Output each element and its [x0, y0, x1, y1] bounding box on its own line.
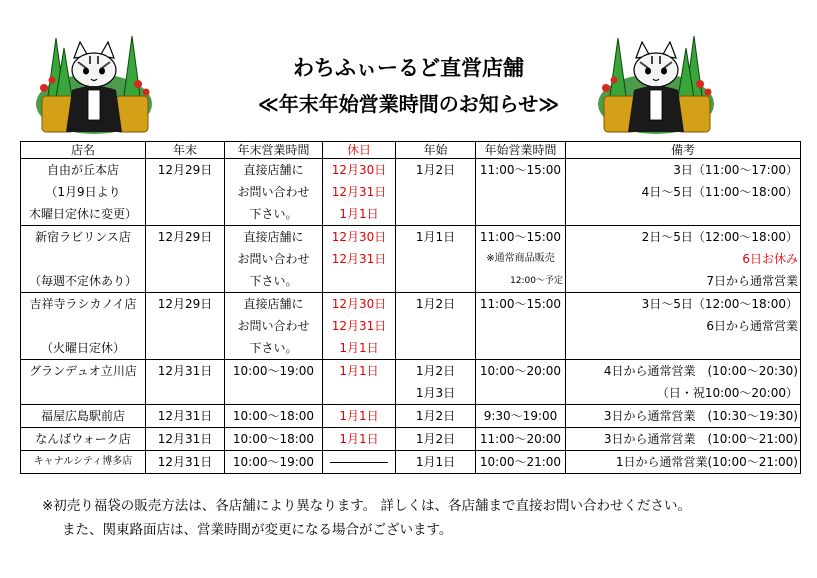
new-year-hours: 9:30～19:00: [483, 409, 558, 423]
new-year-date: 1月1日: [415, 455, 456, 469]
table-header-row: [21, 142, 801, 159]
store-name: なんばウォーク店: [35, 432, 131, 446]
store-name-note: 木曜日定休に変更）: [28, 207, 137, 221]
year-end-date: 12月31日: [157, 409, 213, 423]
store-name-note: [23, 248, 143, 270]
table-row: [21, 293, 801, 360]
holiday-date: 12月31日: [331, 319, 387, 333]
note-line: 4日～5日（11:00～18:00）: [641, 185, 798, 199]
year-end-hours: 10:00～19:00: [232, 364, 315, 378]
new-year-hours: 11:00～20:00: [479, 432, 562, 446]
new-year-date: 1月2日: [415, 364, 456, 378]
year-end-date: 12月31日: [157, 455, 213, 469]
kadomatsu-cat-illustration-right: [596, 28, 716, 140]
year-end-hours: 直接店舗に: [243, 230, 304, 244]
new-year-hours-note: ※通常商品販売: [486, 253, 555, 264]
note-line: 3日～5日（12:00～18:00）: [641, 297, 798, 311]
new-year-hours: 11:00～15:00: [479, 297, 562, 311]
header-year-end: 年末: [146, 142, 225, 159]
header-notes: 備考: [566, 142, 801, 159]
holiday-hours-table: [20, 141, 801, 474]
page-subtitle: ≪年末年始営業時間のお知らせ≫: [257, 92, 560, 116]
note-line: 4日から通常営業 (10:00～20:30): [603, 364, 798, 378]
header-new-year: 年始: [396, 142, 476, 159]
new-year-hours: 10:00～20:00: [479, 364, 562, 378]
new-year-date: 1月2日: [415, 409, 456, 423]
new-year-hours-note: 12:00～予定: [510, 276, 563, 286]
year-end-hours: 10:00～19:00: [232, 455, 315, 469]
new-year-date: 1月2日: [415, 297, 456, 311]
note-line: 7日から通常営業: [706, 274, 798, 288]
year-end-date: 12月31日: [157, 432, 213, 446]
year-end-hours: お問い合わせ: [237, 185, 310, 199]
holiday-date: 12月30日: [331, 297, 387, 311]
note-line: 3日から通常営業 (10:00～21:00): [603, 432, 798, 446]
table-row: [21, 360, 801, 405]
holiday-date: 1月1日: [339, 341, 379, 355]
holiday-date: 1月1日: [339, 207, 379, 221]
note-line: 6日から通常営業: [706, 319, 798, 333]
table-row: [21, 428, 801, 451]
holiday-date: 1月1日: [339, 409, 379, 423]
store-name: 新宿ラビリンス店: [35, 230, 131, 244]
store-name: 吉祥寺ラシカノイ店: [29, 297, 137, 311]
holiday-date: 12月31日: [331, 185, 387, 199]
holiday-date: 12月31日: [331, 252, 387, 266]
header-year-end-hours: 年末営業時間: [225, 142, 323, 159]
year-end-hours: お問い合わせ: [237, 252, 310, 266]
year-end-date: 12月29日: [157, 163, 213, 177]
year-end-hours: 10:00～18:00: [232, 432, 315, 446]
footer-note-kanto-stores: また、関東路面店は、営業時間が変更になる場合がございます。: [62, 522, 453, 538]
footer-note-fukubukuro: ※初売り福袋の販売方法は、各店舗により異なります。 詳しくは、各店舗まで直接お問い合わせください。: [42, 498, 692, 514]
note-line: 1日から通常営業(10:00～21:00): [615, 455, 798, 469]
note-line-closed: 6日お休み: [742, 252, 798, 266]
new-year-date: 1月2日: [415, 163, 456, 177]
table-row: [21, 405, 801, 428]
year-end-hours: 10:00～18:00: [232, 409, 315, 423]
store-name: 自由が丘本店: [46, 163, 119, 177]
table-row: [21, 226, 801, 293]
new-year-date: 1月1日: [415, 230, 456, 244]
no-holiday-dash: [325, 451, 393, 473]
new-year-hours: 11:00～15:00: [479, 163, 562, 177]
note-line: （日・祝10:00～20:00）: [656, 386, 798, 400]
store-name-note: [23, 315, 143, 337]
holiday-date: 1月1日: [339, 364, 379, 378]
holiday-date: 1月1日: [339, 432, 379, 446]
table-row: [21, 159, 801, 226]
year-end-date: 12月31日: [157, 364, 213, 378]
new-year-hours: 11:00～15:00: [479, 230, 562, 244]
store-name-note: （火曜日定休）: [40, 341, 125, 355]
new-year-date: 1月3日: [415, 386, 456, 400]
year-end-hours: 直接店舗に: [243, 163, 304, 177]
store-name: グランデュオ立川店: [29, 364, 137, 378]
year-end-date: 12月29日: [157, 230, 213, 244]
header-new-year-hours: 年始営業時間: [476, 142, 566, 159]
page-title: わちふぃーるど直営店舗: [293, 56, 524, 80]
store-name-note: （毎週不定休あり）: [28, 274, 137, 288]
table-row: [21, 451, 801, 474]
holiday-date: 12月30日: [331, 230, 387, 244]
year-end-hours: お問い合わせ: [237, 319, 310, 333]
note-line: 3日（11:00～17:00）: [673, 163, 798, 177]
store-name: 福屋広島駅前店: [40, 409, 125, 423]
store-name: キャナルシティ博多店: [33, 456, 133, 467]
year-end-hours: 下さい。: [249, 207, 298, 221]
new-year-hours: 10:00～21:00: [479, 455, 562, 469]
note-line: 3日から通常営業 (10:30～19:30): [603, 409, 798, 423]
holiday-date: 12月30日: [331, 163, 387, 177]
new-year-date: 1月2日: [415, 432, 456, 446]
header-store-name: 店名: [21, 142, 146, 159]
store-name-note: （1月9日より: [45, 185, 121, 199]
header-holidays: 休日: [323, 142, 396, 159]
year-end-date: 12月29日: [157, 297, 213, 311]
year-end-hours: 下さい。: [249, 341, 298, 355]
note-line: 2日～5日（12:00～18:00）: [641, 230, 798, 244]
year-end-hours: 直接店舗に: [243, 297, 304, 311]
kadomatsu-cat-illustration-left: [34, 28, 154, 140]
year-end-hours: 下さい。: [249, 274, 298, 288]
